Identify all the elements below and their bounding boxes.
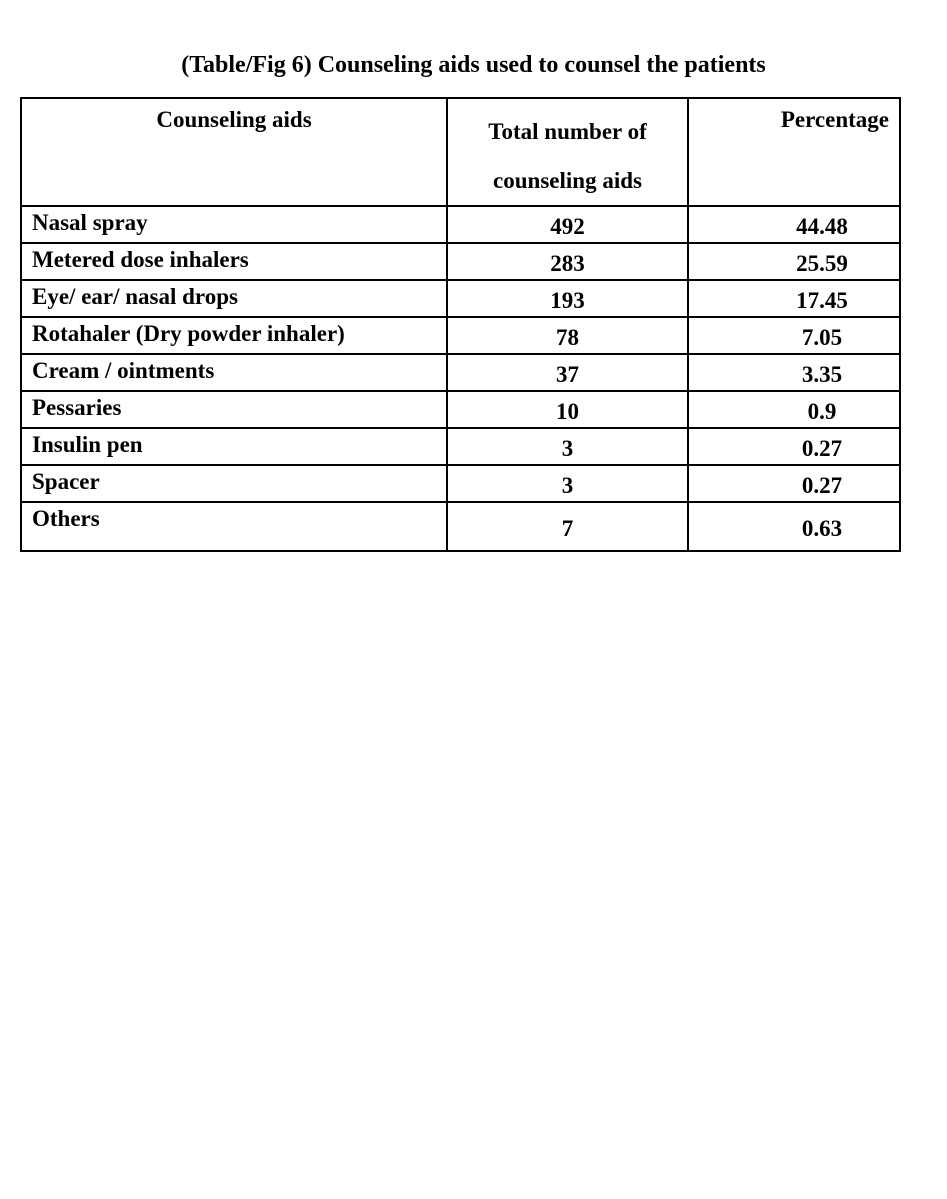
table-row-others <box>21 502 900 551</box>
table-row-insulin-pen <box>21 428 900 465</box>
aid-count: 10 <box>447 391 688 428</box>
aid-label: Eye/ ear/ nasal drops <box>21 280 447 317</box>
column-header-percentage: Percentage <box>688 98 900 206</box>
aid-percentage: 44.48 <box>688 206 900 243</box>
aid-count: 193 <box>447 280 688 317</box>
table-row-pessaries <box>21 391 900 428</box>
aid-count: 7 <box>447 502 688 551</box>
table-row-metered-dose-inhalers <box>21 243 900 280</box>
table-row-nasal-spray <box>21 206 900 243</box>
column-header-counseling-aids: Counseling aids <box>21 98 447 206</box>
aid-label: Metered dose inhalers <box>21 243 447 280</box>
aid-count: 3 <box>447 465 688 502</box>
aid-percentage: 17.45 <box>688 280 900 317</box>
aid-count: 37 <box>447 354 688 391</box>
table-header <box>21 98 900 206</box>
column-header-total-number <box>447 98 688 206</box>
aid-label: Insulin pen <box>21 428 447 465</box>
aid-label: Pessaries <box>21 391 447 428</box>
aid-label: Spacer <box>21 465 447 502</box>
column-header-total-number-line2: counseling aids <box>493 168 642 193</box>
aid-percentage: 7.05 <box>688 317 900 354</box>
aid-percentage: 0.27 <box>688 465 900 502</box>
aid-percentage: 0.9 <box>688 391 900 428</box>
aid-percentage: 0.63 <box>688 502 900 551</box>
aid-count: 283 <box>447 243 688 280</box>
table-row-rotahaler <box>21 317 900 354</box>
aid-percentage: 0.27 <box>688 428 900 465</box>
table-row-eye-ear-nasal-drops <box>21 280 900 317</box>
aid-label: Others <box>21 502 447 551</box>
table-row-cream-ointments <box>21 354 900 391</box>
counseling-aids-table <box>20 97 901 552</box>
aid-percentage: 25.59 <box>688 243 900 280</box>
aid-label: Nasal spray <box>21 206 447 243</box>
aid-count: 492 <box>447 206 688 243</box>
column-header-total-number-line1: Total number of <box>488 119 647 144</box>
aid-label: Rotahaler (Dry powder inhaler) <box>21 317 447 354</box>
table-title: (Table/Fig 6) Counseling aids used to counsel the patients <box>181 52 766 78</box>
table-row-spacer <box>21 465 900 502</box>
aid-label: Cream / ointments <box>21 354 447 391</box>
table-body <box>21 206 900 551</box>
aid-percentage: 3.35 <box>688 354 900 391</box>
header-row <box>21 98 900 206</box>
aid-count: 78 <box>447 317 688 354</box>
aid-count: 3 <box>447 428 688 465</box>
